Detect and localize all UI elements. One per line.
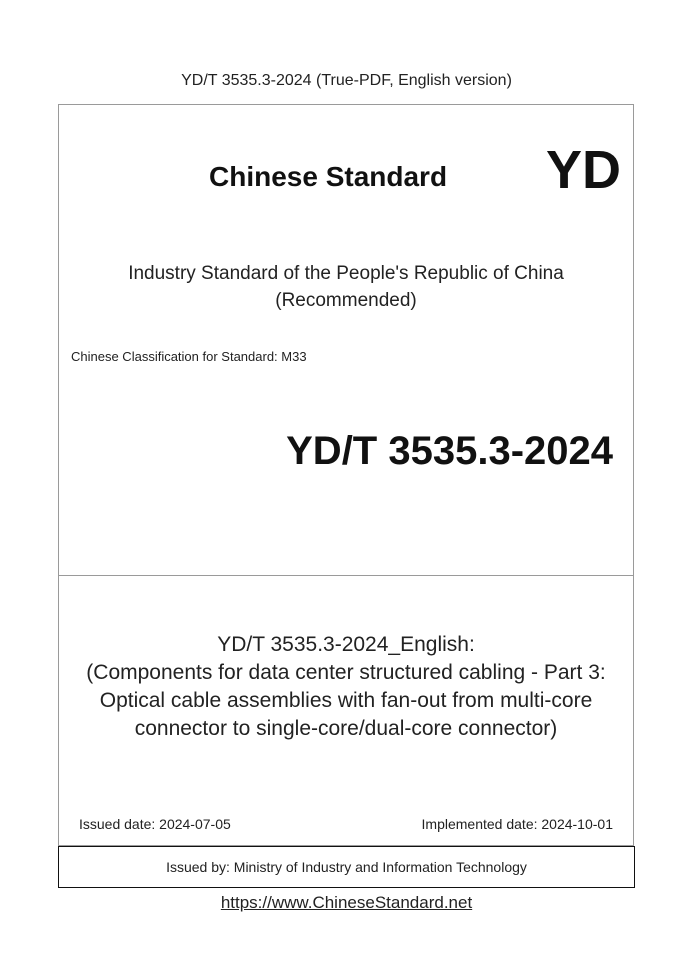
classification-text: Chinese Classification for Standard: M33 <box>71 349 307 364</box>
standard-number: YD/T 3535.3-2024 <box>286 429 613 473</box>
english-title <box>59 631 633 743</box>
running-header: YD/T 3535.3-2024 (True-PDF, English version) <box>181 72 512 89</box>
english-title-line: YD/T 3535.3-2024_English: <box>217 633 475 656</box>
standard-mark: YD <box>545 140 621 200</box>
issuer-box <box>58 846 635 888</box>
cover-title: Chinese Standard <box>209 161 448 192</box>
issued-date: Issued date: 2024-07-05 <box>79 816 231 832</box>
english-title-line: connector to single-core/dual-core connector) <box>134 717 558 740</box>
industry-statement <box>59 260 633 314</box>
implemented-date: Implemented date: 2024-10-01 <box>421 816 613 832</box>
industry-line: Industry Standard of the People's Republic of China <box>128 263 564 284</box>
section-divider <box>59 575 633 576</box>
recommended-line: (Recommended) <box>275 290 417 311</box>
issued-by-text: Issued by: Ministry of Industry and Information Technology <box>166 859 527 875</box>
cover-frame <box>58 104 634 846</box>
website-link[interactable]: https://www.ChineseStandard.net <box>220 893 473 912</box>
english-title-line: (Components for data center structured cabling - Part 3: <box>86 661 606 684</box>
english-title-line: Optical cable assemblies with fan-out from multi-core <box>99 689 593 712</box>
